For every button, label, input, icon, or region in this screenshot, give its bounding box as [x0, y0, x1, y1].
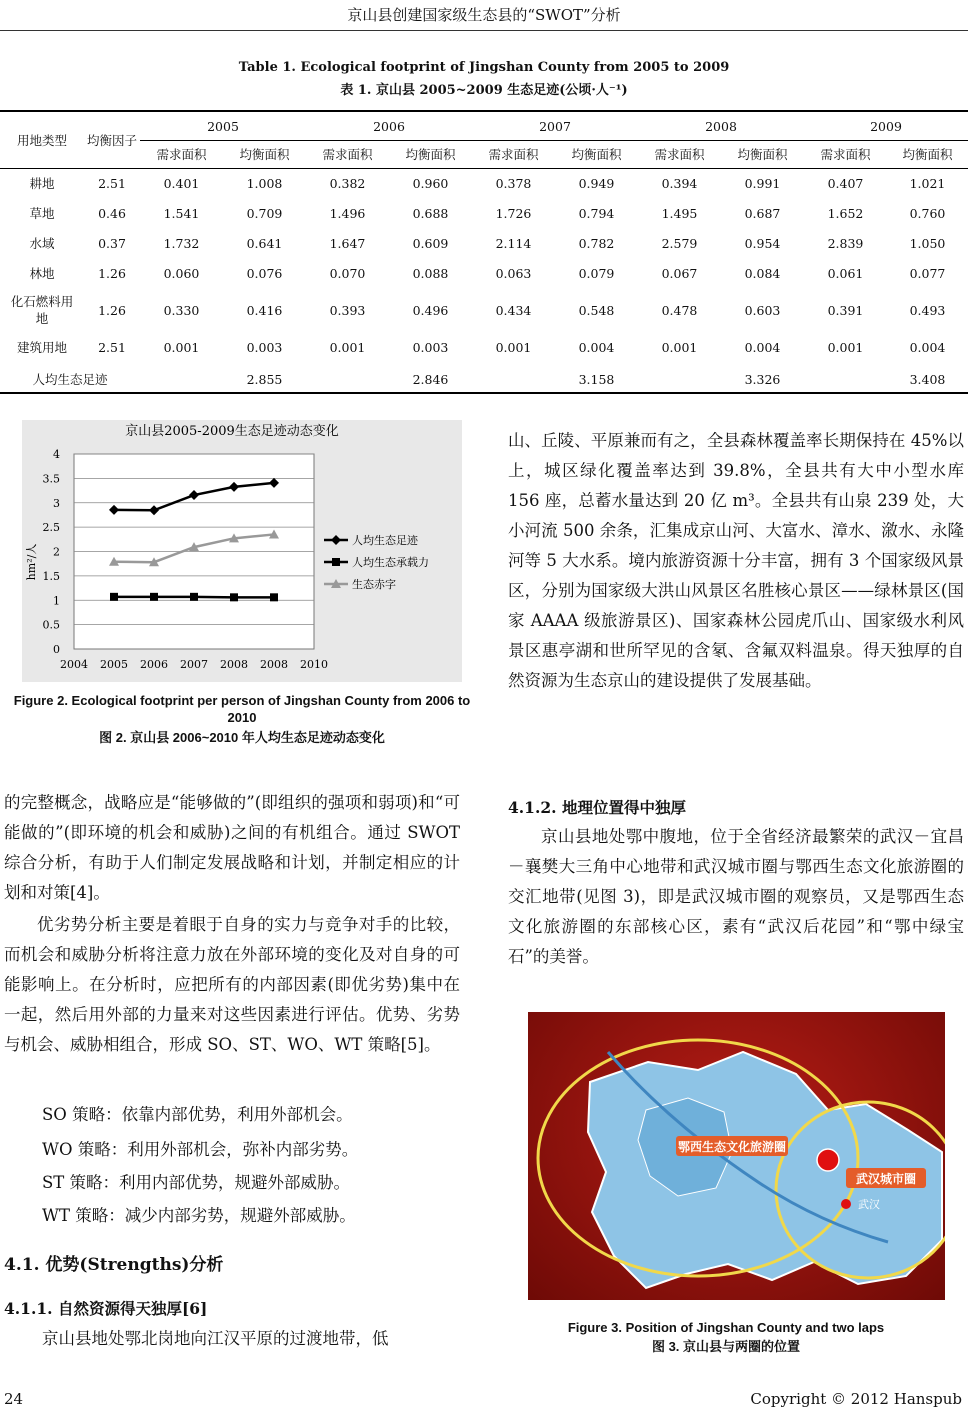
table1-subheader-balance: 均衡面积 [571, 147, 622, 162]
west-label: 鄂西生态文化旅游圈 [677, 1140, 787, 1154]
row-value: 0.434 [495, 302, 532, 318]
row-value: 0.609 [412, 235, 449, 251]
data-point [150, 593, 158, 601]
row-value: 0.991 [744, 175, 781, 191]
row-type: 水域 [29, 236, 55, 251]
row-value: 0.330 [163, 302, 200, 318]
y-tick-label: 0.5 [42, 618, 60, 632]
section-heading-4-1-1: 4.1.1. 自然资源得天独厚[6] [4, 1299, 208, 1318]
row-value: 0.478 [661, 302, 698, 318]
chart-title: 京山县2005-2009生态足迹动态变化 [125, 424, 339, 439]
right-paragraph-2: 京山县地处鄂中腹地，位于全省经济最繁荣的武汉－宜昌－襄樊大三角中心地带和武汉城市圈与鄂西生态文化旅游圈的交汇地带(见图 3)，即是武汉城市圈的观察员，又是鄂西生态文化旅游圈的东部核心区，素有“武汉后花园”和“鄂中绿宝石”的美誉。 [508, 827, 964, 966]
left-paragraph-3: 京山县地处鄂北岗地向江汉平原的过渡地带，低 [42, 1329, 389, 1348]
table-row-total [0, 362, 968, 396]
table1-header-year: 2007 [539, 118, 571, 134]
row-factor: 2.51 [98, 339, 126, 355]
row-value: 1.647 [329, 235, 366, 251]
row-value: 2.114 [495, 235, 532, 251]
y-tick-label: 4 [53, 448, 60, 461]
row-value: 0.001 [329, 339, 366, 355]
row-value: 0.954 [744, 235, 781, 251]
row-value: 2.839 [827, 235, 864, 251]
figure3-map-image [528, 1012, 945, 1300]
row-value: 0.001 [661, 339, 698, 355]
row-value: 0.067 [661, 265, 698, 281]
row-value: 1.726 [495, 205, 532, 221]
row-value: 0.003 [246, 339, 283, 355]
figure3-caption-zh: 图 3. 京山县与两圈的位置 [651, 1339, 801, 1354]
table1-subheader-balance: 均衡面积 [737, 147, 788, 162]
figure2-caption-en: Figure 2. Ecological footprint per person of Jingshan County from 2006 to 2010 [13, 693, 471, 725]
row-factor: 0.37 [98, 235, 126, 251]
row-value: 0.393 [329, 302, 366, 318]
table1-subheader-demand: 需求面积 [820, 147, 871, 162]
total-empty [638, 362, 721, 396]
copyright: Copyright © 2012 Hanspub [750, 1390, 962, 1408]
x-tick-label: 2005 [100, 658, 128, 671]
row-type: 耕地 [29, 176, 55, 191]
table1-subheader-demand: 需求面积 [488, 147, 539, 162]
row-value: 0.001 [495, 339, 532, 355]
row-value: 0.070 [329, 265, 366, 281]
row-factor: 2.51 [98, 175, 126, 191]
x-tick-label: 2010 [300, 658, 328, 671]
row-factor: 0.46 [98, 205, 126, 221]
left-paragraph-2: 优劣势分析主要是着眼于自身的实力与竞争对手的比较，而机会和威胁分析将注意力放在外部环境的变化及对自身的可能影响上。在分析时，应把所有的内部因素(即优劣势)集中在一起，然后用外部的力量来对这些因素进行评估。优势、劣势与机会、威胁相组合，形成 SO、ST、WO、WT 策略[5]。 [4, 915, 460, 1054]
data-point [270, 593, 278, 601]
y-tick-label: 3.5 [42, 472, 60, 486]
x-tick-label: 2007 [180, 658, 208, 671]
y-tick-label: 3 [53, 496, 60, 510]
figure2-caption-zh: 图 2. 京山县 2006~2010 年人均生态足迹动态变化 [99, 730, 385, 745]
left-paragraph-1: 的完整概念，战略应是“能够做的”(即组织的强项和弱项)和“可能做的”(即环境的机会和威胁)之间的有机组合。通过 SWOT 综合分析，有助于人们制定发展战略和计划，并制定相应的计划和对策[4]。 [4, 793, 460, 902]
row-value: 0.401 [163, 175, 200, 191]
y-tick-label: 1.5 [42, 569, 60, 583]
jingshan-marker [817, 1149, 839, 1171]
wuhan-marker [841, 1199, 851, 1209]
row-value: 0.603 [744, 302, 781, 318]
right-paragraph-1: 山、丘陵、平原兼而有之，全县森林覆盖率长期保持在 45%以上，城区绿化覆盖率达到 39.8%，全县共有大中小型水库 156 座，总蓄水量达到 20 亿 m³。全县共有山泉 239 处，大小河流 500 余条，汇集成京山河、大富水、漳水、漵水、永隆河等 5 大水系。境内旅游资源十分丰富，拥有 3 个国家级风景区，分别为国家级大洪山风景区名胜核心景区——绿林景区(国家 AAAA 级旅游景区)、国家森林公园虎爪山、国家级水利风景区惠亭湖和世所罕见的含氡、含氟双料温泉。得天独厚的自然资源为生态京山的建设提供了发展基础。 [508, 431, 964, 690]
row-value: 0.004 [744, 339, 781, 355]
row-value: 1.652 [827, 205, 864, 221]
row-value: 0.416 [246, 302, 283, 318]
table1-subheader-demand: 需求面积 [322, 147, 373, 162]
strategy-wt: WT 策略：减少内部劣势，规避外部威胁。 [42, 1206, 356, 1225]
table-row [0, 168, 968, 198]
row-factor: 1.26 [98, 265, 126, 281]
row-value: 0.079 [578, 265, 615, 281]
row-type: 建筑用地 [16, 340, 67, 355]
y-tick-label: 2.5 [42, 521, 60, 535]
chart-ylabel: hm²/人 [25, 543, 38, 581]
table1-header-year: 2008 [705, 118, 737, 134]
table1-header-factor: 均衡因子 [86, 132, 137, 148]
row-value: 1.008 [246, 175, 283, 191]
figure3-caption-en: Figure 3. Position of Jingshan County and two laps [567, 1320, 885, 1335]
row-value: 0.687 [744, 205, 781, 221]
row-type: 化石燃料用地 [10, 294, 74, 326]
row-value: 0.782 [578, 235, 615, 251]
row-value: 0.709 [246, 205, 283, 221]
row-type: 林地 [29, 266, 55, 281]
total-empty [306, 362, 389, 396]
row-value: 0.003 [412, 339, 449, 355]
row-value: 0.391 [827, 302, 864, 318]
y-tick-label: 2 [53, 545, 60, 559]
total-empty [472, 362, 555, 396]
running-header: 京山县创建国家级生态县的“SWOT”分析 [347, 6, 621, 24]
row-value: 0.641 [246, 235, 283, 251]
data-point [332, 558, 340, 566]
table1 [0, 112, 968, 396]
y-tick-label: 0 [53, 643, 60, 656]
x-tick-label: 2004 [60, 658, 88, 671]
row-value: 0.496 [412, 302, 449, 318]
row-value: 0.794 [578, 205, 615, 221]
row-value: 0.061 [827, 265, 864, 281]
table-row [0, 228, 968, 258]
row-value: 1.732 [163, 235, 200, 251]
table-row [0, 258, 968, 288]
total-value: 2.855 [246, 371, 283, 387]
east-label: 武汉城市圈 [855, 1172, 917, 1186]
row-value: 0.949 [578, 175, 615, 191]
table1-subheader-balance: 均衡面积 [405, 147, 456, 162]
row-value: 0.060 [163, 265, 200, 281]
table1-subheader-demand: 需求面积 [156, 147, 207, 162]
legend-label: 人均生态足迹 [352, 534, 418, 547]
legend-label: 生态赤字 [352, 578, 396, 591]
row-value: 2.579 [661, 235, 698, 251]
table1-header-type: 用地类型 [16, 133, 67, 148]
row-value: 0.004 [578, 339, 615, 355]
data-point [190, 593, 198, 601]
row-value: 0.548 [578, 302, 615, 318]
x-tick-label: 2006 [140, 658, 168, 671]
total-value: 2.846 [412, 371, 449, 387]
row-type: 草地 [29, 206, 55, 221]
table1-subheader-demand: 需求面积 [654, 147, 705, 162]
row-value: 1.496 [329, 205, 366, 221]
data-point [110, 593, 118, 601]
section-heading-4-1: 4.1. 优势(Strengths)分析 [4, 1255, 224, 1275]
table1-caption-en: Table 1. Ecological footprint of Jingshan County from 2005 to 2009 [238, 60, 730, 75]
table-row [0, 288, 968, 332]
section-heading-4-1-2: 4.1.2. 地理位置得中独厚 [508, 798, 686, 817]
y-tick-label: 1 [53, 594, 60, 608]
row-value: 1.541 [163, 205, 200, 221]
figure2-chart [22, 420, 462, 682]
row-value: 1.021 [909, 175, 946, 191]
table1-header-year: 2005 [207, 118, 239, 134]
total-value: 3.326 [744, 371, 781, 387]
strategy-so: SO 策略：依靠内部优势，利用外部机会。 [42, 1105, 353, 1124]
row-value: 0.001 [827, 339, 864, 355]
row-value: 1.495 [661, 205, 698, 221]
row-value: 0.084 [744, 265, 781, 281]
strategy-wo: WO 策略：利用外部机会，弥补内部劣势。 [42, 1140, 359, 1159]
page-number: 24 [4, 1390, 24, 1408]
row-value: 0.407 [827, 175, 864, 191]
row-value: 0.088 [412, 265, 449, 281]
row-value: 0.004 [909, 339, 946, 355]
table1-header-year: 2009 [870, 118, 902, 134]
table1-header-year: 2006 [373, 118, 405, 134]
row-factor: 1.26 [98, 302, 126, 318]
row-value: 0.077 [909, 265, 946, 281]
total-label: 人均生态足迹 [32, 372, 108, 387]
total-value: 3.158 [578, 371, 615, 387]
strategy-st: ST 策略：利用内部优势，规避外部威胁。 [42, 1173, 351, 1192]
total-empty [804, 362, 887, 396]
table1-subheader-balance: 均衡面积 [902, 147, 953, 162]
row-value: 0.378 [495, 175, 532, 191]
header-rule [0, 30, 968, 31]
table-row [0, 332, 968, 362]
legend-label: 人均生态承载力 [352, 556, 429, 569]
row-value: 0.688 [412, 205, 449, 221]
x-tick-label: 2008 [260, 658, 288, 671]
table-row [0, 198, 968, 228]
row-value: 0.001 [163, 339, 200, 355]
total-value: 3.408 [909, 371, 946, 387]
row-value: 0.493 [909, 302, 946, 318]
row-value: 0.394 [661, 175, 698, 191]
table1-subheader-balance: 均衡面积 [239, 147, 290, 162]
table1-body [0, 168, 968, 396]
wuhan-label: 武汉 [858, 1198, 880, 1211]
row-value: 0.960 [412, 175, 449, 191]
row-value: 0.076 [246, 265, 283, 281]
row-value: 0.382 [329, 175, 366, 191]
row-value: 1.050 [909, 235, 946, 251]
total-empty [140, 362, 223, 396]
table1-caption-zh: 表 1. 京山县 2005~2009 生态足迹(公顷·人⁻¹) [340, 83, 628, 98]
x-tick-label: 2008 [220, 658, 248, 671]
row-value: 0.760 [909, 205, 946, 221]
data-point [230, 593, 238, 601]
row-value: 0.063 [495, 265, 532, 281]
